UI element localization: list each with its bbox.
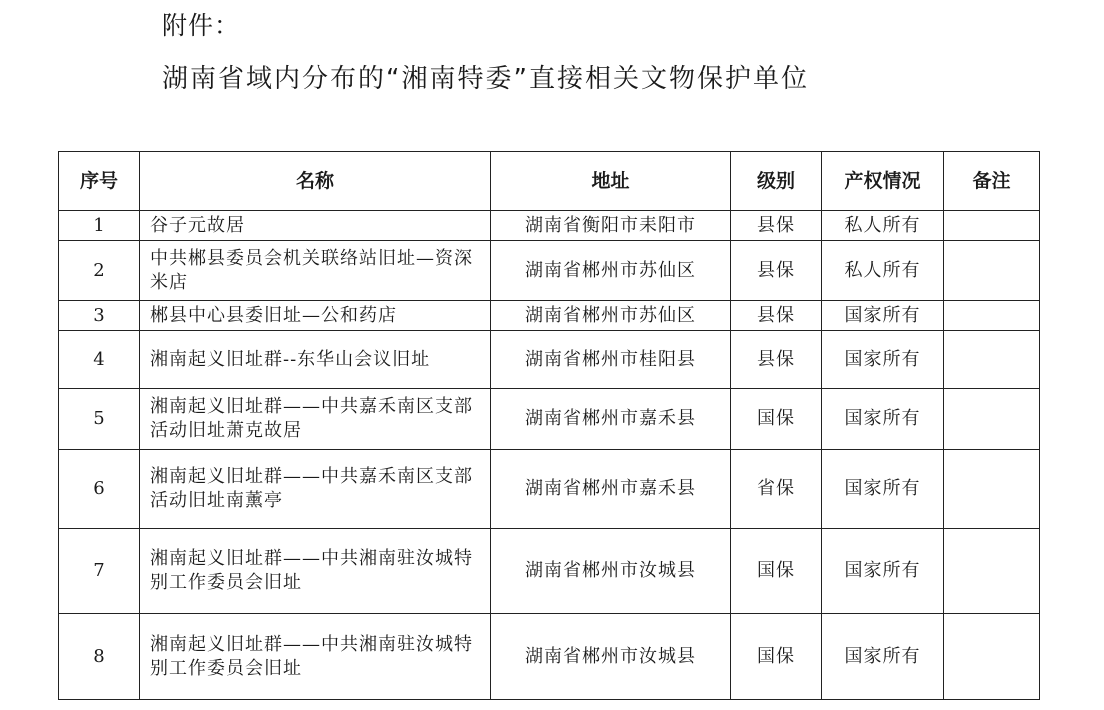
cell-name: 湘南起义旧址群--东华山会议旧址 bbox=[140, 331, 491, 389]
cell-note bbox=[944, 450, 1040, 529]
cell-note bbox=[944, 211, 1040, 241]
cell-number: 7 bbox=[59, 529, 140, 614]
cell-note bbox=[944, 301, 1040, 331]
cell-name: 湘南起义旧址群——中共湘南驻汝城特别工作委员会旧址 bbox=[140, 614, 491, 700]
cell-note bbox=[944, 241, 1040, 301]
cell-address: 湖南省郴州市嘉禾县 bbox=[491, 450, 731, 529]
cell-level: 县保 bbox=[731, 241, 822, 301]
column-header-name: 名称 bbox=[140, 152, 491, 211]
cell-number: 4 bbox=[59, 331, 140, 389]
table-row bbox=[59, 211, 1040, 241]
cell-level: 县保 bbox=[731, 331, 822, 389]
column-header-number: 序号 bbox=[59, 152, 140, 211]
cell-name: 郴县中心县委旧址—公和药店 bbox=[140, 301, 491, 331]
cell-level: 国保 bbox=[731, 529, 822, 614]
cell-address: 湖南省衡阳市耒阳市 bbox=[491, 211, 731, 241]
table-header-row bbox=[59, 152, 1040, 211]
cell-level: 县保 bbox=[731, 301, 822, 331]
cell-address: 湖南省郴州市汝城县 bbox=[491, 614, 731, 700]
cell-name: 湘南起义旧址群——中共嘉禾南区支部活动旧址南薰亭 bbox=[140, 450, 491, 529]
table-row bbox=[59, 614, 1040, 700]
cell-property: 国家所有 bbox=[822, 450, 944, 529]
cell-property: 私人所有 bbox=[822, 211, 944, 241]
cell-property: 国家所有 bbox=[822, 529, 944, 614]
cell-property: 国家所有 bbox=[822, 389, 944, 450]
cell-address: 湖南省郴州市苏仙区 bbox=[491, 301, 731, 331]
document-title: 湖南省域内分布的“湘南特委”直接相关文物保护单位 bbox=[162, 64, 809, 94]
cell-property: 国家所有 bbox=[822, 614, 944, 700]
cell-number: 6 bbox=[59, 450, 140, 529]
cell-level: 省保 bbox=[731, 450, 822, 529]
attachment-label: 附件： bbox=[162, 11, 241, 40]
cell-number: 3 bbox=[59, 301, 140, 331]
cell-level: 县保 bbox=[731, 211, 822, 241]
cell-note bbox=[944, 529, 1040, 614]
cell-property: 国家所有 bbox=[822, 301, 944, 331]
cell-level: 国保 bbox=[731, 614, 822, 700]
table-row bbox=[59, 529, 1040, 614]
cell-level: 国保 bbox=[731, 389, 822, 450]
cell-number: 2 bbox=[59, 241, 140, 301]
cell-address: 湖南省郴州市苏仙区 bbox=[491, 241, 731, 301]
column-header-address: 地址 bbox=[491, 152, 731, 211]
cell-name: 湘南起义旧址群——中共嘉禾南区支部活动旧址萧克故居 bbox=[140, 389, 491, 450]
table-row bbox=[59, 450, 1040, 529]
column-header-property: 产权情况 bbox=[822, 152, 944, 211]
cell-name: 湘南起义旧址群——中共湘南驻汝城特别工作委员会旧址 bbox=[140, 529, 491, 614]
cell-name: 中共郴县委员会机关联络站旧址—资深米店 bbox=[140, 241, 491, 301]
cell-property: 私人所有 bbox=[822, 241, 944, 301]
cell-name: 谷子元故居 bbox=[140, 211, 491, 241]
cell-note bbox=[944, 614, 1040, 700]
column-header-level: 级别 bbox=[731, 152, 822, 211]
cell-address: 湖南省郴州市桂阳县 bbox=[491, 331, 731, 389]
cell-number: 8 bbox=[59, 614, 140, 700]
cell-note bbox=[944, 331, 1040, 389]
heritage-sites-table bbox=[58, 151, 1040, 700]
column-header-note: 备注 bbox=[944, 152, 1040, 211]
cell-note bbox=[944, 389, 1040, 450]
cell-number: 5 bbox=[59, 389, 140, 450]
table-row bbox=[59, 301, 1040, 331]
cell-address: 湖南省郴州市汝城县 bbox=[491, 529, 731, 614]
table-row bbox=[59, 331, 1040, 389]
cell-number: 1 bbox=[59, 211, 140, 241]
table-row bbox=[59, 389, 1040, 450]
table-row bbox=[59, 241, 1040, 301]
cell-address: 湖南省郴州市嘉禾县 bbox=[491, 389, 731, 450]
cell-property: 国家所有 bbox=[822, 331, 944, 389]
